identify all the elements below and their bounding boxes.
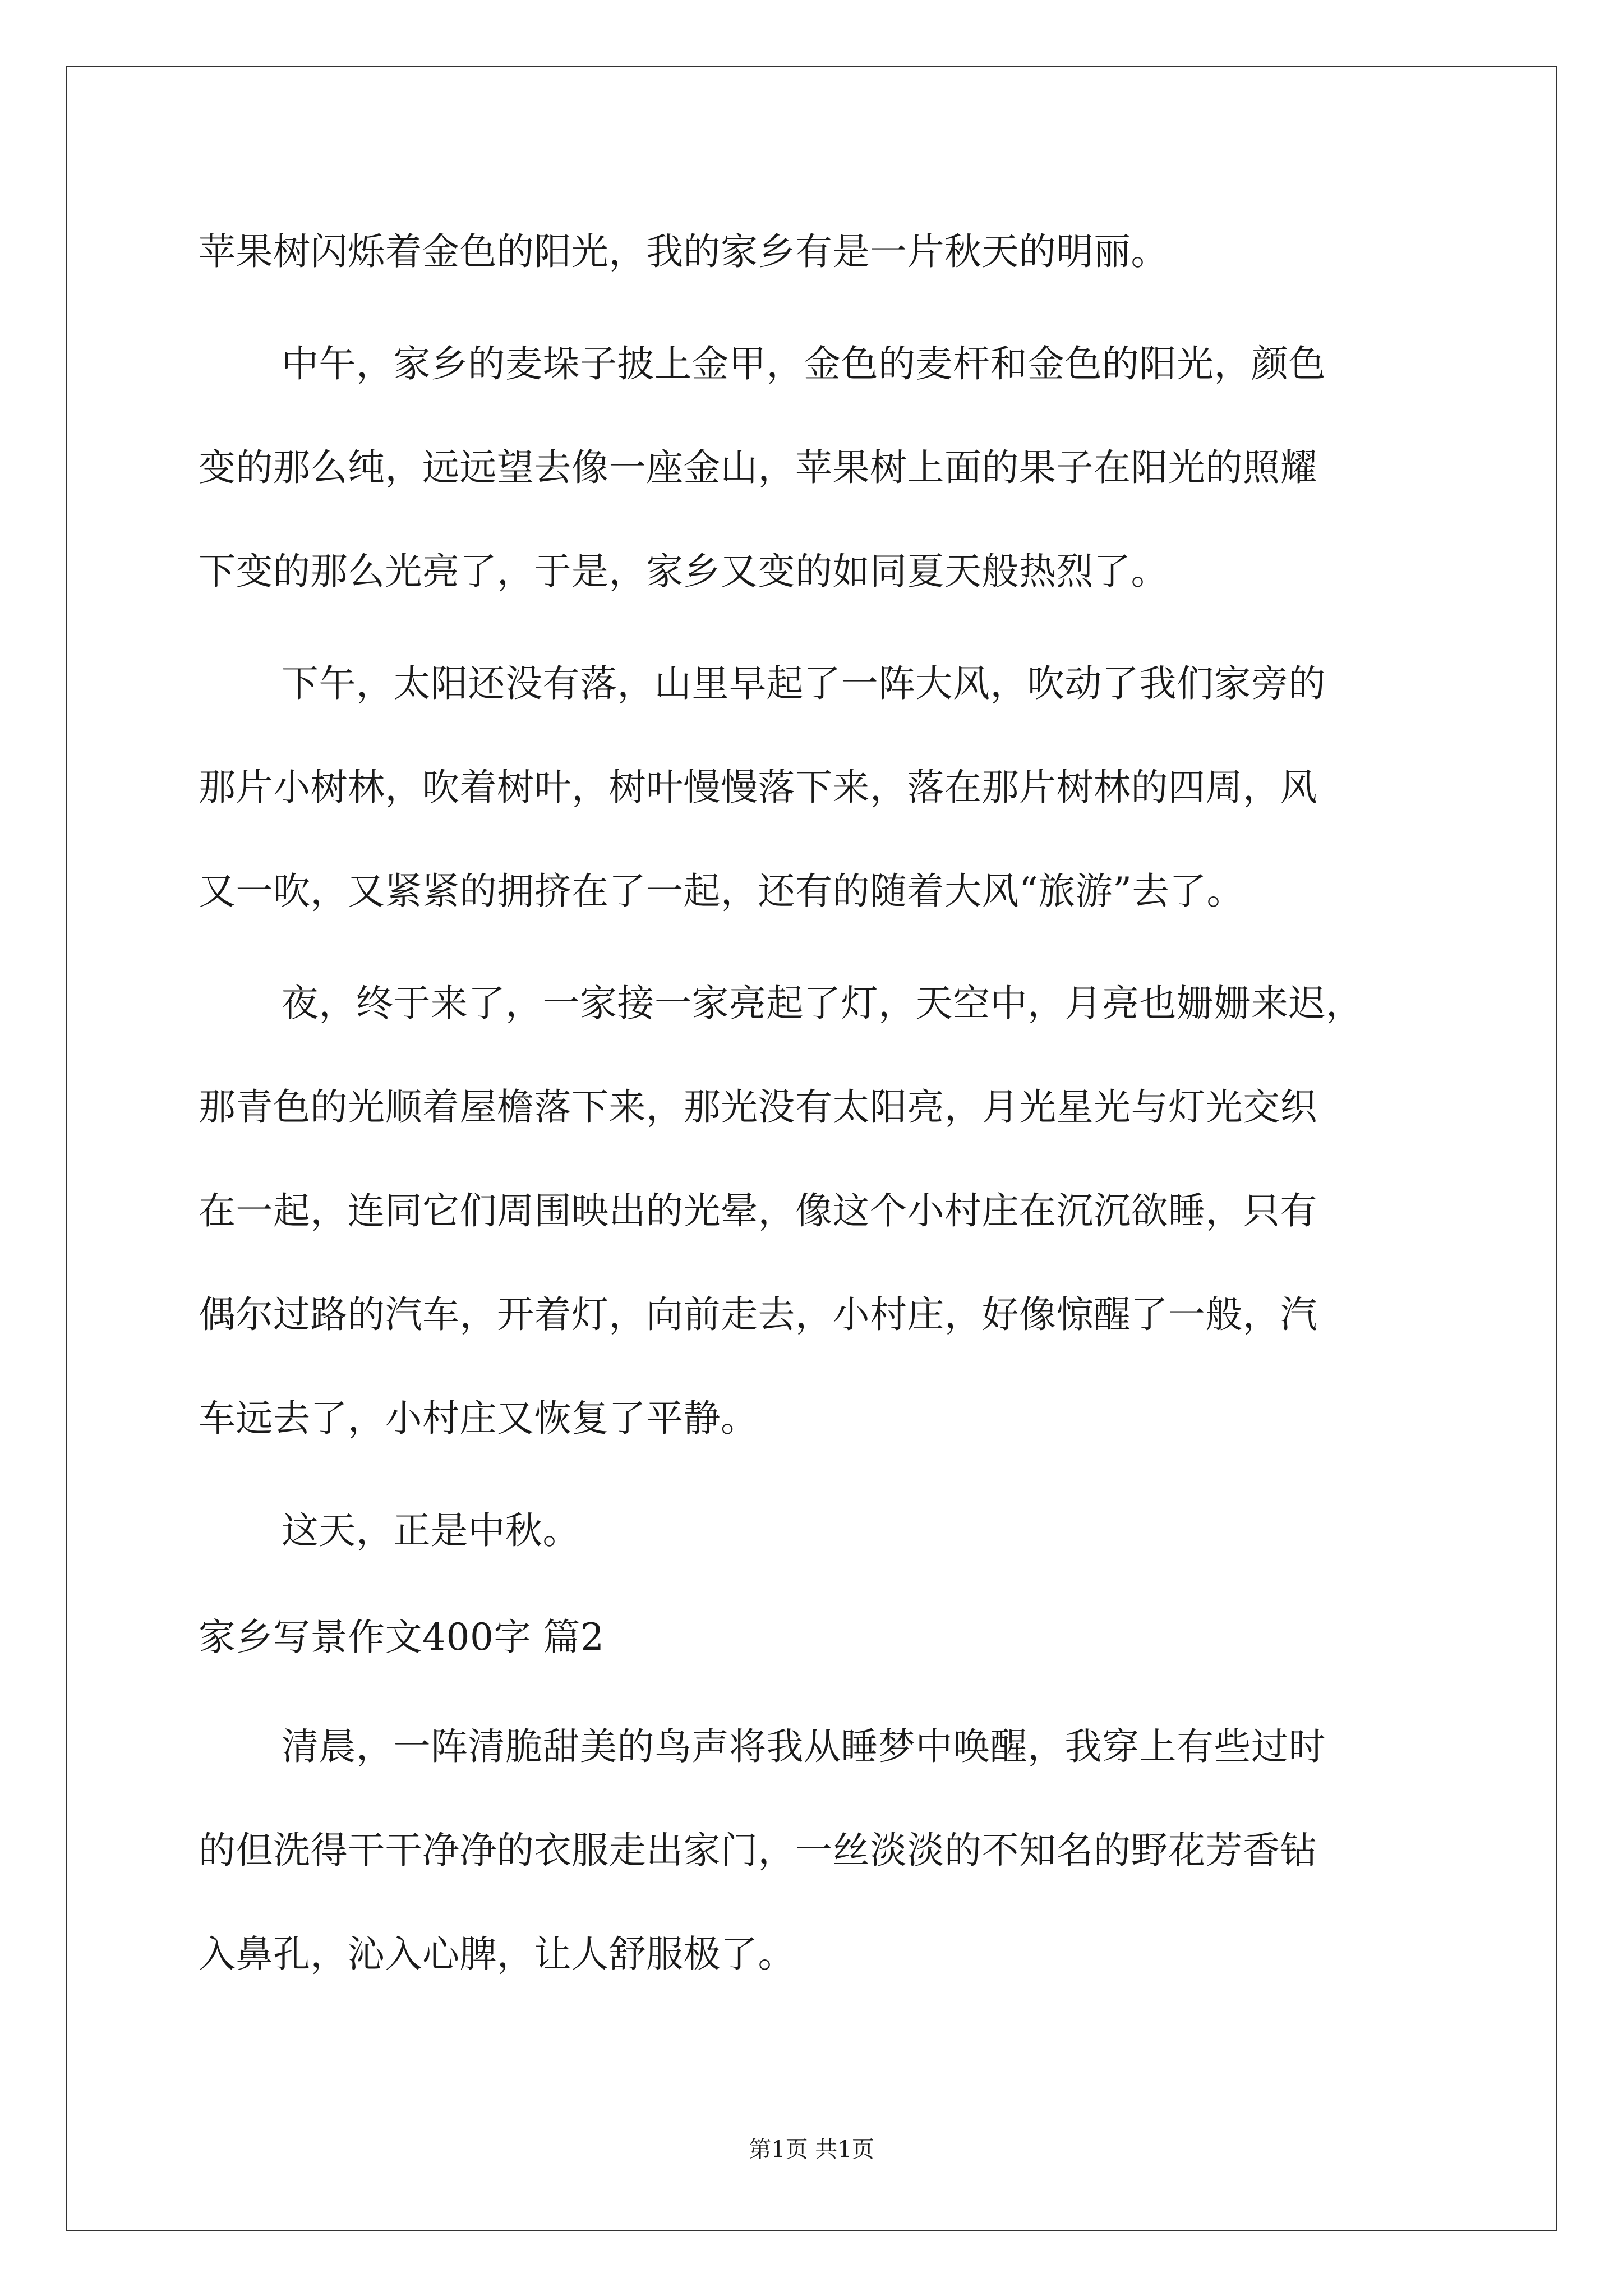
text-line: 这天，正是中秋。 — [282, 1509, 580, 1552]
text-line: 在一起，连同它们周围映出的光晕，像这个小村庄在沉沉欲睡，只有 — [199, 1189, 1317, 1232]
section-heading: 家乡写景作文400字 篇2 — [199, 1616, 605, 1659]
text-line: 下午，太阳还没有落，山里早起了一阵大风，吹动了我们家旁的 — [282, 662, 1326, 705]
page-footer: 第1页 共1页 — [749, 2137, 874, 2162]
text-line: 夜，终于来了，一家接一家亮起了灯，天空中，月亮也姗姗来迟， — [282, 982, 1363, 1025]
text-line: 的但洗得干干净净的衣服走出家门，一丝淡淡的不知名的野花芳香钻 — [199, 1829, 1317, 1872]
text-line: 清晨，一阵清脆甜美的鸟声将我从睡梦中唤醒，我穿上有些过时 — [282, 1725, 1326, 1768]
page-border — [66, 66, 1557, 2231]
text-line: 中午，家乡的麦垛子披上金甲，金色的麦杆和金色的阳光，颜色 — [282, 342, 1326, 385]
text-line: 下变的那么光亮了，于是，家乡又变的如同夏天般热烈了。 — [199, 550, 1168, 593]
text-line: 那片小树林，吹着树叶，树叶慢慢落下来，落在那片树林的四周，风 — [199, 766, 1317, 809]
text-line: 车远去了，小村庄又恢复了平静。 — [199, 1397, 758, 1440]
text-line: 入鼻孔，沁入心脾，让人舒服极了。 — [199, 1932, 795, 1976]
text-line: 那青色的光顺着屋檐落下来，那光没有太阳亮，月光星光与灯光交织 — [199, 1085, 1317, 1129]
text-line: 又一吹，又紧紧的拥挤在了一起，还有的随着大风“旅游”去了。 — [199, 869, 1244, 913]
text-line: 变的那么纯，远远望去像一座金山，苹果树上面的果子在阳光的照耀 — [199, 446, 1317, 489]
text-line: 苹果树闪烁着金色的阳光，我的家乡有是一片秋天的明丽。 — [199, 230, 1168, 273]
text-line: 偶尔过路的汽车，开着灯，向前走去，小村庄，好像惊醒了一般，汽 — [199, 1293, 1317, 1336]
